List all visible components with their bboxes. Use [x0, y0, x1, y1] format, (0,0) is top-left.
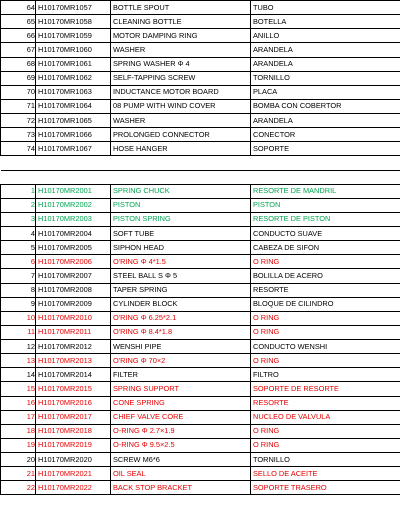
- part-name-spanish-cell: CONDUCTO SUAVE: [251, 227, 400, 241]
- table-row: [1, 184, 400, 198]
- row-number-cell: 70: [1, 85, 36, 99]
- row-number-cell: [1, 156, 36, 170]
- part-name-english-cell: CHIEF VALVE CORE: [111, 410, 251, 424]
- part-name-spanish-cell: O RING: [251, 424, 400, 438]
- part-code-cell: H10170MR2001: [36, 184, 111, 198]
- part-name-spanish-cell: O RING: [251, 255, 400, 269]
- table-row: [1, 382, 400, 396]
- part-name-english-cell: SIPHON HEAD: [111, 241, 251, 255]
- part-name-english-cell: 08 PUMP WITH WIND COVER: [111, 99, 251, 113]
- table-row: [1, 85, 400, 99]
- part-name-spanish-cell: SOPORTE DE RESORTE: [251, 382, 400, 396]
- row-number-cell: 17: [1, 410, 36, 424]
- table-row: [1, 467, 400, 481]
- part-name-english-cell: SPRING WASHER Φ 4: [111, 57, 251, 71]
- part-name-spanish-cell: BOLILLA DE ACERO: [251, 269, 400, 283]
- row-number-cell: 4: [1, 227, 36, 241]
- part-code-cell: H10170MR2006: [36, 255, 111, 269]
- table-row: [1, 368, 400, 382]
- row-number-cell: 15: [1, 382, 36, 396]
- table-row: [1, 354, 400, 368]
- part-name-spanish-cell: SELLO DE ACEITE: [251, 467, 400, 481]
- row-number-cell: 65: [1, 15, 36, 29]
- table-row: [1, 15, 400, 29]
- row-number-cell: 67: [1, 43, 36, 57]
- row-number-cell: 7: [1, 269, 36, 283]
- part-name-english-cell: MOTOR DAMPING RING: [111, 29, 251, 43]
- table-row: [1, 396, 400, 410]
- part-name-spanish-cell: O RING: [251, 311, 400, 325]
- table-row: [1, 227, 400, 241]
- row-number-cell: 10: [1, 311, 36, 325]
- table-row: [1, 29, 400, 43]
- table-row: [1, 438, 400, 452]
- table-row: [1, 283, 400, 297]
- part-name-english-cell: WASHER: [111, 43, 251, 57]
- part-name-spanish-cell: CONDUCTO WENSHI: [251, 340, 400, 354]
- table-row: [1, 325, 400, 339]
- part-name-spanish-cell: NUCLEO DE VALVULA: [251, 410, 400, 424]
- part-code-cell: H10170MR2008: [36, 283, 111, 297]
- part-name-english-cell: O'RING Φ 70×2: [111, 354, 251, 368]
- part-name-english-cell: STEEL BALL S Φ 5: [111, 269, 251, 283]
- parts-table-body: [1, 1, 400, 495]
- part-name-english-cell: [111, 170, 251, 184]
- part-name-english-cell: O'RING Φ 4*1.5: [111, 255, 251, 269]
- part-name-spanish-cell: TORNILLO: [251, 71, 400, 85]
- part-code-cell: H10170MR2021: [36, 467, 111, 481]
- part-code-cell: H10170MR1058: [36, 15, 111, 29]
- part-name-spanish-cell: BLOQUE DE CILINDRO: [251, 297, 400, 311]
- part-code-cell: H10170MR1061: [36, 57, 111, 71]
- row-number-cell: 8: [1, 283, 36, 297]
- row-number-cell: 20: [1, 453, 36, 467]
- part-code-cell: [36, 156, 111, 170]
- part-name-spanish-cell: ARANDELA: [251, 114, 400, 128]
- table-row: [1, 43, 400, 57]
- table-row: [1, 57, 400, 71]
- part-code-cell: H10170MR1064: [36, 99, 111, 113]
- part-code-cell: H10170MR2005: [36, 241, 111, 255]
- part-name-spanish-cell: FILTRO: [251, 368, 400, 382]
- part-name-spanish-cell: ARANDELA: [251, 43, 400, 57]
- part-code-cell: H10170MR2003: [36, 212, 111, 226]
- row-number-cell: 19: [1, 438, 36, 452]
- part-code-cell: H10170MR2011: [36, 325, 111, 339]
- part-name-spanish-cell: O RING: [251, 438, 400, 452]
- row-number-cell: 5: [1, 241, 36, 255]
- part-name-english-cell: WASHER: [111, 114, 251, 128]
- row-number-cell: 16: [1, 396, 36, 410]
- part-code-cell: H10170MR2012: [36, 340, 111, 354]
- table-row: [1, 453, 400, 467]
- row-number-cell: 14: [1, 368, 36, 382]
- row-number-cell: 6: [1, 255, 36, 269]
- part-code-cell: H10170MR2018: [36, 424, 111, 438]
- table-row: [1, 340, 400, 354]
- part-code-cell: H10170MR1065: [36, 114, 111, 128]
- part-code-cell: H10170MR2015: [36, 382, 111, 396]
- part-code-cell: H10170MR1060: [36, 43, 111, 57]
- row-number-cell: 22: [1, 481, 36, 495]
- table-row: [1, 128, 400, 142]
- part-name-english-cell: PISTON SPRING: [111, 212, 251, 226]
- part-code-cell: H10170MR1066: [36, 128, 111, 142]
- row-number-cell: 69: [1, 71, 36, 85]
- part-name-spanish-cell: RESORTE: [251, 396, 400, 410]
- part-name-english-cell: O-RING Φ 2.7×1.9: [111, 424, 251, 438]
- table-row: [1, 241, 400, 255]
- table-row: [1, 255, 400, 269]
- part-name-english-cell: [111, 156, 251, 170]
- part-code-cell: H10170MR1063: [36, 85, 111, 99]
- table-row: [1, 410, 400, 424]
- row-number-cell: 74: [1, 142, 36, 156]
- part-code-cell: H10170MR1057: [36, 1, 111, 15]
- row-number-cell: 2: [1, 198, 36, 212]
- table-row: [1, 311, 400, 325]
- part-name-spanish-cell: CONECTOR: [251, 128, 400, 142]
- part-name-spanish-cell: RESORTE DE PISTON: [251, 212, 400, 226]
- part-code-cell: H10170MR2007: [36, 269, 111, 283]
- part-code-cell: H10170MR2019: [36, 438, 111, 452]
- part-name-spanish-cell: O RING: [251, 325, 400, 339]
- part-name-english-cell: O'RING Φ 6.25*2.1: [111, 311, 251, 325]
- table-row: [1, 71, 400, 85]
- part-name-spanish-cell: [251, 170, 400, 184]
- table-row: [1, 481, 400, 495]
- part-code-cell: H10170MR1062: [36, 71, 111, 85]
- part-name-english-cell: CLEANING BOTTLE: [111, 15, 251, 29]
- part-name-english-cell: INDUCTANCE MOTOR BOARD: [111, 85, 251, 99]
- part-code-cell: H10170MR2004: [36, 227, 111, 241]
- row-number-cell: 12: [1, 340, 36, 354]
- part-name-spanish-cell: ANILLO: [251, 29, 400, 43]
- part-name-english-cell: BOTTLE SPOUT: [111, 1, 251, 15]
- part-name-english-cell: PROLONGED CONNECTOR: [111, 128, 251, 142]
- part-name-english-cell: SELF-TAPPING SCREW: [111, 71, 251, 85]
- row-number-cell: 68: [1, 57, 36, 71]
- part-code-cell: H10170MR2002: [36, 198, 111, 212]
- part-name-english-cell: FILTER: [111, 368, 251, 382]
- part-name-spanish-cell: ARANDELA: [251, 57, 400, 71]
- part-name-english-cell: CYLINDER BLOCK: [111, 297, 251, 311]
- row-number-cell: 21: [1, 467, 36, 481]
- row-number-cell: 9: [1, 297, 36, 311]
- part-name-english-cell: HOSE HANGER: [111, 142, 251, 156]
- table-row: [1, 269, 400, 283]
- row-number-cell: 66: [1, 29, 36, 43]
- row-number-cell: 13: [1, 354, 36, 368]
- part-code-cell: H10170MR2020: [36, 453, 111, 467]
- part-name-spanish-cell: RESORTE DE MANDRIL: [251, 184, 400, 198]
- part-name-english-cell: O-RING Φ 9.5×2.5: [111, 438, 251, 452]
- table-row: [1, 99, 400, 113]
- part-name-spanish-cell: CABEZA DE SIFON: [251, 241, 400, 255]
- row-number-cell: 64: [1, 1, 36, 15]
- part-name-spanish-cell: PISTON: [251, 198, 400, 212]
- part-code-cell: H10170MR2014: [36, 368, 111, 382]
- part-name-spanish-cell: SOPORTE TRASERO: [251, 481, 400, 495]
- part-code-cell: H10170MR2016: [36, 396, 111, 410]
- row-number-cell: [1, 170, 36, 184]
- part-name-english-cell: CONE SPRING: [111, 396, 251, 410]
- part-code-cell: H10170MR1059: [36, 29, 111, 43]
- part-name-english-cell: SPRING SUPPORT: [111, 382, 251, 396]
- empty-row: [1, 170, 400, 184]
- part-code-cell: H10170MR2013: [36, 354, 111, 368]
- row-number-cell: 18: [1, 424, 36, 438]
- table-row: [1, 212, 400, 226]
- part-name-spanish-cell: TUBO: [251, 1, 400, 15]
- row-number-cell: 1: [1, 184, 36, 198]
- part-name-spanish-cell: BOMBA CON COBERTOR: [251, 99, 400, 113]
- part-name-english-cell: OIL SEAL: [111, 467, 251, 481]
- row-number-cell: 11: [1, 325, 36, 339]
- table-row: [1, 297, 400, 311]
- part-name-english-cell: SOFT TUBE: [111, 227, 251, 241]
- table-row: [1, 114, 400, 128]
- row-number-cell: 73: [1, 128, 36, 142]
- table-row: [1, 198, 400, 212]
- part-name-english-cell: SPRING CHUCK: [111, 184, 251, 198]
- row-number-cell: 72: [1, 114, 36, 128]
- table-row: [1, 424, 400, 438]
- table-row: [1, 1, 400, 15]
- part-name-english-cell: WENSHI PIPE: [111, 340, 251, 354]
- part-code-cell: H10170MR2009: [36, 297, 111, 311]
- part-name-english-cell: PISTON: [111, 198, 251, 212]
- part-name-spanish-cell: TORNILLO: [251, 453, 400, 467]
- part-code-cell: H10170MR2017: [36, 410, 111, 424]
- part-name-english-cell: O'RING Φ 8.4*1.8: [111, 325, 251, 339]
- row-number-cell: 3: [1, 212, 36, 226]
- empty-row: [1, 156, 400, 170]
- part-code-cell: H10170MR2022: [36, 481, 111, 495]
- part-name-english-cell: SCREW M6*6: [111, 453, 251, 467]
- part-name-spanish-cell: O RING: [251, 354, 400, 368]
- part-code-cell: H10170MR1067: [36, 142, 111, 156]
- part-name-spanish-cell: [251, 156, 400, 170]
- part-code-cell: [36, 170, 111, 184]
- table-row: [1, 142, 400, 156]
- part-name-spanish-cell: RESORTE: [251, 283, 400, 297]
- part-name-spanish-cell: SOPORTE: [251, 142, 400, 156]
- part-name-english-cell: BACK STOP BRACKET: [111, 481, 251, 495]
- part-name-spanish-cell: BOTELLA: [251, 15, 400, 29]
- part-name-english-cell: TAPER SPRING: [111, 283, 251, 297]
- part-code-cell: H10170MR2010: [36, 311, 111, 325]
- part-name-spanish-cell: PLACA: [251, 85, 400, 99]
- row-number-cell: 71: [1, 99, 36, 113]
